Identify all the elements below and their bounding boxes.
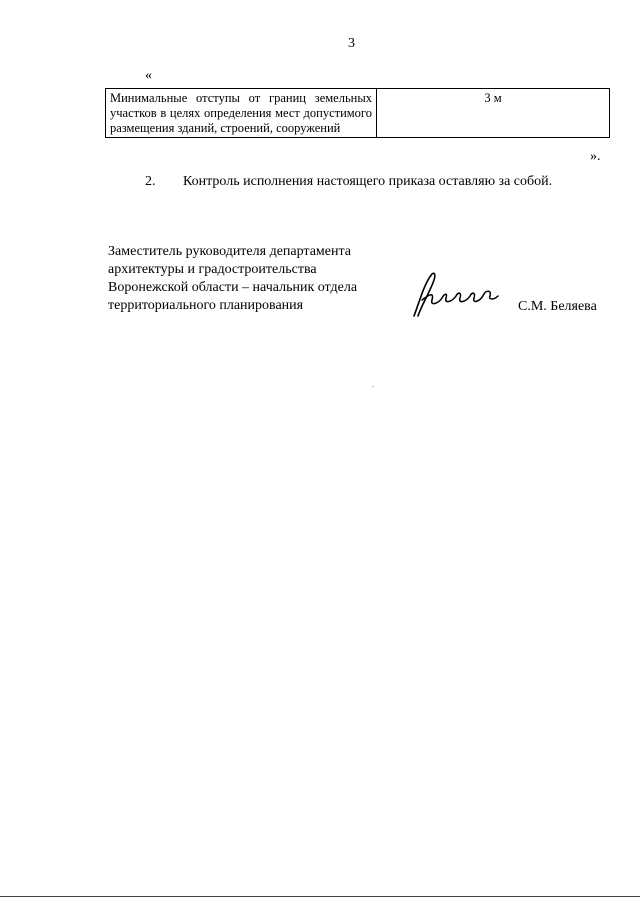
signer-name: С.М. Беляева xyxy=(518,299,597,314)
scan-speck xyxy=(372,386,374,387)
clause-text: Контроль исполнения настоящего приказа оставляю за собой. xyxy=(183,174,553,189)
opening-quote: « xyxy=(145,68,152,83)
closing-quote: ». xyxy=(590,149,601,164)
handwritten-signature xyxy=(408,270,508,320)
table-row xyxy=(106,89,610,138)
page-bottom-edge xyxy=(0,896,640,897)
position-line: архитектуры и градостроительства xyxy=(108,262,317,277)
page-number: 3 xyxy=(348,36,355,51)
clause-2 xyxy=(145,174,552,190)
clause-number: 2. xyxy=(145,174,156,189)
regulations-table xyxy=(105,88,610,138)
position-line: Воронежской области – начальник отдела xyxy=(108,280,358,295)
signatory-position xyxy=(108,243,408,315)
value-cell: 3 м xyxy=(377,89,610,138)
parameter-cell: Минимальные отступы от границ земельных участков в целях определения мест допустимого размещения зданий, строений, сооружений xyxy=(106,89,377,138)
position-line: Заместитель руководителя департамента xyxy=(108,244,351,259)
position-line: территориального планирования xyxy=(108,298,304,313)
